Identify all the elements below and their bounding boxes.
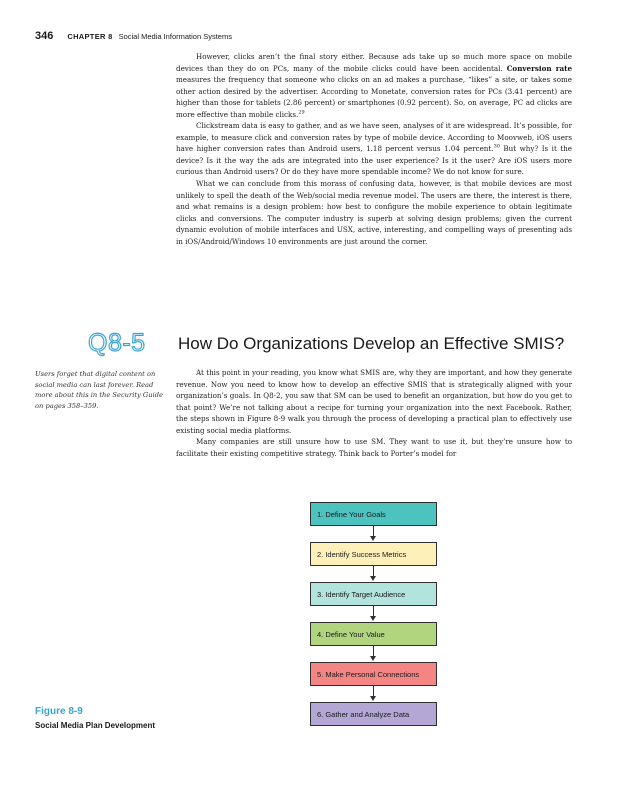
body-text-section-1	[176, 51, 572, 247]
flow-step: 3. Identify Target Audience	[310, 582, 437, 606]
paragraph: At this point in your reading, you know what SMIS are, why they are important, and how they generate revenue. Now you need to know how to develop an effective SMIS that is strategically aligned with your organization’s goals. In Q8-2, you saw that SM can be used to benefit an organization, but how do you get to that point? We’re not talking about a recipe for turning your organization into the next Facebook. Rather, the steps shown in Figure 8-9 walk you through the process of developing a practical plan to effectively use existing social media platforms.	[176, 368, 572, 435]
flow-arrow-icon	[310, 606, 437, 622]
section-heading	[88, 329, 564, 358]
paragraph: What we can conclude from this morass of confusing data, however, is that mobile devices are most unlikely to spell the death of the Web/social media revenue model. The users are there, the interest is there, and what remains is a design problem: how best to configure the mobile experience to obtain legitimate clicks and conversions. The computer industry is superb at solving design problems; given the current dynamic evolution of mobile interfaces and USX, active, interesting, and compelling ways of presenting ads in iOS/Android/Windows 10 environments are just around the corner.	[176, 179, 572, 246]
chapter-label: CHAPTER 8	[67, 32, 113, 41]
flow-arrow-icon	[310, 686, 437, 702]
margin-note: Users forget that digital content on social media can last forever. Read more about this in the Security Guide on pages 358–359.	[35, 370, 163, 410]
text-run: Clickstream data is easy to gather, and as we have seen, analyses of it are widespread. It’s possible, for example, to measure click and conversion rates by type of mobile device. According to Moovweb, iOS users have higher conversion rates than Android users, 1.18 percent versus 1.04 percent.	[176, 121, 572, 154]
flow-step: 2. Identify Success Metrics	[310, 542, 437, 566]
footnote-ref: 30	[493, 144, 500, 150]
flow-step: 4. Define Your Value	[310, 622, 437, 646]
paragraph: Many companies are still unsure how to use SM. They want to use it, but they’re unsure how to facilitate their existing competitive strategy. Think back to Porter’s model for	[176, 437, 572, 458]
running-header	[35, 30, 232, 44]
figure-label: Figure 8-9	[35, 706, 83, 717]
flow-step: 6. Gather and Analyze Data	[310, 702, 437, 726]
flow-arrow-icon	[310, 566, 437, 582]
key-term-conversion-rate: Conversion rate	[506, 63, 572, 73]
footnote-ref: 29	[298, 109, 305, 116]
figure-caption: Social Media Plan Development	[35, 721, 156, 730]
page-number: 346	[35, 30, 54, 42]
text-run: measures the frequency that someone who clicks on an ad makes a purchase, “likes” a site, or takes some other action desired by the advertiser. According to Monetate, conversion rates for PCs (3.41 percent) are higher than those for tablets (2.86 percent) or smartphones (0.92 percent). So, on average, PC ad clicks are more effective than mobile clicks.	[176, 75, 572, 119]
chapter-title: Social Media Information Systems	[118, 32, 232, 41]
paragraph	[176, 51, 572, 120]
flow-arrow-icon	[310, 646, 437, 662]
flow-arrow-icon	[310, 526, 437, 542]
flow-step: 1. Define Your Goals	[310, 502, 437, 526]
paragraph	[176, 120, 572, 178]
body-text-section-2	[176, 367, 572, 459]
social-media-plan-flowchart	[310, 502, 437, 726]
section-title: How Do Organizations Develop an Effective SMIS?	[178, 333, 565, 353]
text-run: However, clicks aren’t the final story either. Because ads take up so much more space on mobile devices than they do on PCs, many of the mobile clicks could have been accidental.	[176, 52, 572, 73]
section-number: Q8-5	[88, 329, 146, 357]
text-run: But why? Is it the device? Is it the way the ads are integrated into the user experience? Is it the user? Are iOS users more curious than Android users? Or do they have more spendable income? We do not know for sure.	[176, 144, 572, 177]
flow-step: 5. Make Personal Connections	[310, 662, 437, 686]
